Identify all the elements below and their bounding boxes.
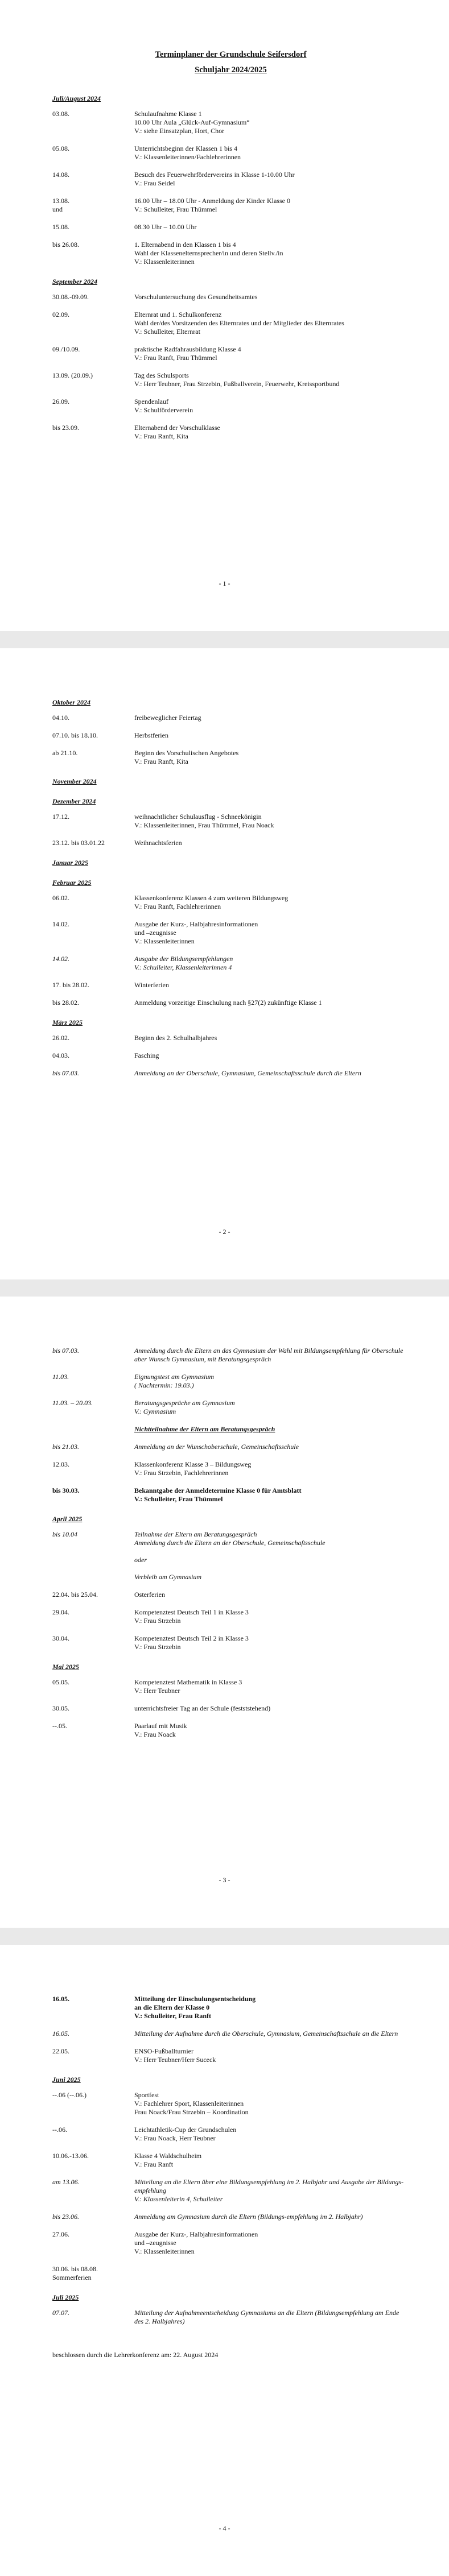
schedule-entry — [52, 110, 409, 135]
schedule-entry — [52, 1443, 409, 1451]
entry-date: 14.02. — [52, 920, 69, 928]
entry-date: 13.09. (20.09.) — [52, 371, 93, 379]
entry-text: Unterrichtsbeginn der Klassen 1 bis 4 V.: Klassenleiterinnen/Fachlehrerinnen — [134, 144, 241, 161]
schedule-entry — [52, 1460, 409, 1477]
entry-text: Ausgabe der Kurz-, Halbjahresinformationen und –zeugnisse V.: Klassenleiterinnen — [134, 920, 258, 945]
schedule-entry — [52, 955, 409, 972]
entry-text: Schulaufnahme Klasse 1 10.00 Uhr Aula „Glück-Auf-Gymnasium“ V.: siehe Einsatzplan, Hort, Chor — [134, 110, 250, 135]
entry-text: Mitteilung der Aufnahme durch die Oberschule, Gymnasium, Gemeinschaftsschule an die Eltern — [134, 2030, 398, 2037]
entry-text: Kompetenztest Mathematik in Klasse 3 V.: Herr Teubner — [134, 1678, 242, 1695]
entry-text: Spendenlauf V.: Schulförderverein — [134, 397, 193, 414]
entry-text: 16.00 Uhr – 18.00 Uhr - Anmeldung der Kinder Klasse 0 V.: Schulleiter, Frau Thümmel — [134, 197, 290, 213]
entry-text: Mitteilung an die Eltern über eine Bildungsempfehlung im 2. Halbjahr und Ausgabe der Bildungs-empfehlung V.: Klassenleiterin 4, Schulleiter — [134, 2178, 404, 2203]
month-heading: Januar 2025 — [52, 859, 89, 867]
entry-text: Ausgabe der Bildungsempfehlungen V.: Schulleiter, Klassenleiterinnen 4 — [134, 955, 233, 971]
month-section — [52, 1347, 409, 1504]
entry-date: 16.05. — [52, 2030, 69, 2037]
page-1 — [0, 0, 449, 631]
entry-date: 14.08. — [52, 171, 69, 179]
schedule-entry — [52, 1069, 409, 1078]
schedule-entry — [52, 2178, 409, 2204]
entry-date: 05.05. — [52, 1678, 69, 1686]
schedule-entry — [52, 397, 409, 415]
schedule-entry — [52, 171, 409, 188]
entry-text: Kompetenztest Deutsch Teil 2 in Klasse 3 V.: Frau Strzebin — [134, 1634, 249, 1651]
entry-date: --.06 (--.06.) — [52, 2091, 86, 2099]
schedule-entry — [52, 2152, 409, 2169]
schedule-entry — [52, 1530, 409, 1581]
entry-text: Anmeldung an der Oberschule, Gymnasium, Gemeinschaftsschule durch die Eltern — [134, 1069, 361, 1077]
entry-date: 09./10.09. — [52, 345, 80, 353]
entry-date: 27.06. — [52, 2230, 69, 2238]
entry-text: unterrichtsfreier Tag an der Schule (festststehend) — [134, 1704, 271, 1712]
entry-date: bis 30.03. — [52, 1486, 80, 1494]
month-section — [52, 1515, 409, 1651]
entry-text: Sportfest V.: Fachlehrer Sport, Klassenleiterinnen Frau Noack/Frau Strzebin – Koordination — [134, 2091, 249, 2116]
entry-text: Beginn des Vorschulischen Angebotes V.: Frau Ranft, Kita — [134, 749, 239, 765]
entry-date: 22.04. bis 25.04. — [52, 1591, 98, 1598]
entry-text: Nichtteilnahme der Eltern am Beratungsgespräch — [134, 1425, 275, 1433]
schedule-entry — [52, 1995, 409, 2020]
entry-text: Eignungstest am Gymnasium ( Nachtermin: 19.03.) — [134, 1373, 214, 1389]
schedule-entry — [52, 999, 409, 1007]
entry-date: 26.02. — [52, 1034, 69, 1042]
page-gap — [0, 631, 449, 648]
entry-date: 17.12. — [52, 813, 69, 821]
entry-text: 08.30 Uhr – 10.00 Uhr — [134, 223, 197, 231]
page-1-content — [52, 94, 409, 441]
month-heading: September 2024 — [52, 278, 97, 285]
entry-text: Anmeldung vorzeitige Einschulung nach §27(2) zukünftige Klasse 1 — [134, 999, 322, 1007]
schedule-entry — [52, 2091, 409, 2117]
entry-date: 15.08. — [52, 223, 69, 231]
schedule-entry — [52, 981, 409, 989]
entry-date: 23.12. bis 03.01.22 — [52, 839, 105, 847]
entry-date: 07.07. — [52, 2309, 69, 2317]
entry-text: ENSO-Fußballturnier V.: Herr Teubner/Herr Suceck — [134, 2047, 216, 2064]
month-section — [52, 94, 409, 266]
page-gap — [0, 1928, 449, 1945]
entry-date: 14.02. — [52, 955, 69, 963]
month-section — [52, 777, 409, 786]
month-heading: Juni 2025 — [52, 2076, 81, 2084]
schedule-entry — [52, 1634, 409, 1651]
page-4 — [0, 1945, 449, 2576]
entry-date: ab 21.10. — [52, 749, 78, 757]
page-gap — [0, 1279, 449, 1297]
schedule-entry — [52, 839, 409, 847]
schedule-entry — [52, 1704, 409, 1713]
entry-text: Mitteilung der Aufnahmeentscheidung Gymnasiums an die Eltern (Bildungsempfehlung am Ende des 2. Halbjahres) — [134, 2309, 399, 2325]
schedule-entry — [52, 2126, 409, 2143]
entry-date: am 13.06. — [52, 2178, 80, 2186]
entry-date — [52, 1425, 134, 1434]
schedule-entry — [52, 749, 409, 766]
schedule-entry — [52, 1347, 409, 1364]
entry-date: 26.09. — [52, 397, 69, 405]
entry-text: Anmeldung an der Wunschoberschule, Gemeinschaftsschule — [134, 1443, 299, 1451]
entry-text: Beratungsgespräche am Gymnasium V.: Gymnasium — [134, 1399, 235, 1415]
schedule-entry — [52, 1373, 409, 1390]
entry-text: Vorschuluntersuchung des Gesundheitsamtes — [134, 293, 258, 301]
entry-date: 12.03. — [52, 1460, 69, 1468]
schedule-entry — [52, 2213, 409, 2221]
month-section — [52, 278, 409, 441]
schedule-entry — [52, 1722, 409, 1739]
page-number: - 4 - — [219, 2524, 230, 2532]
schedule-entry — [52, 424, 409, 441]
entry-text: 1. Elternabend in den Klassen 1 bis 4 Wahl der Klassenelternsprecher/in und deren Stellv./in V.: Klassenleiterinnen — [134, 241, 283, 266]
month-section — [52, 1018, 409, 1078]
schedule-entry — [52, 1034, 409, 1042]
schedule-entry — [52, 241, 409, 266]
entry-date: 30.06. bis 08.08. Sommerferien — [52, 2265, 98, 2281]
schedule-entry — [52, 2265, 409, 2282]
page-4-content — [52, 1995, 409, 2326]
resolution-note: beschlossen durch die Lehrerkonferenz am: 22. August 2024 — [52, 2351, 219, 2359]
entry-text: Weihnachtsferien — [134, 839, 182, 847]
month-heading: Februar 2025 — [52, 879, 92, 887]
page-2-content — [52, 698, 409, 1078]
entry-text: Anmeldung durch die Eltern an das Gymnasium der Wahl mit Bildungsempfehlung für Oberschule aber Wunsch Gymnasium, mit Beratungsgespräch — [134, 1347, 403, 1363]
entry-date: bis 07.03. — [52, 1069, 80, 1077]
entry-text: Anmeldung am Gymnasium durch die Eltern (Bildungs-empfehlung im 2. Halbjahr) — [134, 2213, 363, 2221]
schedule-entry — [52, 920, 409, 946]
schedule-entry — [52, 345, 409, 362]
entry-date: 05.08. — [52, 144, 69, 152]
schedule-entry — [52, 1051, 409, 1060]
entry-date: 04.10. — [52, 714, 69, 722]
entry-date: bis 07.03. — [52, 1347, 80, 1355]
schedule-entry — [52, 1678, 409, 1695]
entry-date: bis 10.04 — [52, 1530, 78, 1538]
entry-date: 10.06.-13.06. — [52, 2152, 89, 2160]
entry-text: Klassenkonferenz Klassen 4 zum weiteren Bildungsweg V.: Frau Ranft, Fachlehrerinnen — [134, 894, 289, 910]
entry-date: 03.08. — [52, 110, 69, 118]
entry-date: 06.02. — [52, 894, 69, 902]
entry-date: 17. bis 28.02. — [52, 981, 90, 989]
page-2 — [0, 648, 449, 1279]
entry-date: 22.05. — [52, 2047, 69, 2055]
entry-date: 02.09. — [52, 310, 69, 318]
month-section — [52, 797, 409, 847]
entry-date: 11.03. – 20.03. — [52, 1399, 93, 1407]
schedule-entry — [52, 714, 409, 722]
schedule-entry — [52, 813, 409, 830]
schedule-entry — [52, 197, 409, 214]
entry-date: 30.05. — [52, 1704, 69, 1712]
month-heading: Juli 2025 — [52, 2293, 79, 2301]
page-3 — [0, 1297, 449, 1928]
entry-date: 30.08.-09.09. — [52, 293, 89, 301]
schedule-entry — [52, 371, 409, 388]
entry-date: bis 26.08. — [52, 241, 80, 249]
schedule-entry — [52, 1486, 409, 1504]
entry-text: Leichtathletik-Cup der Grundschulen V.: Frau Noack, Herr Teubner — [134, 2126, 237, 2142]
schedule-entry — [52, 310, 409, 336]
schedule-entry — [52, 2047, 409, 2064]
month-heading: April 2025 — [52, 1515, 83, 1523]
entry-text: Klasse 4 Waldschulheim V.: Frau Ranft — [134, 2152, 202, 2168]
schedule-entry — [52, 223, 409, 231]
entry-text: Klassenkonferenz Klasse 3 – Bildungsweg V.: Frau Strzebin, Fachlehrerinnen — [134, 1460, 252, 1477]
entry-date: 11.03. — [52, 1373, 69, 1381]
schedule-entry — [52, 2030, 409, 2038]
month-section — [52, 2076, 409, 2282]
entry-text: praktische Radfahrausbildung Klasse 4 V.: Frau Ranft, Frau Thümmel — [134, 345, 241, 362]
entry-text: Fasching — [134, 1051, 159, 1059]
entry-date: --.05. — [52, 1722, 67, 1730]
entry-text: freibeweglicher Feiertag — [134, 714, 201, 722]
entry-text: Elternrat und 1. Schulkonferenz Wahl der/des Vorsitzenden des Elternrates und der Mitglieder des Elternrates V.: Schulleiter, Elternrat — [134, 310, 344, 336]
entry-text: weihnachtlicher Schulausflug - Schneekönigin V.: Klassenleiterinnen, Frau Thümmel, Frau Noack — [134, 813, 274, 829]
entry-text: Beginn des 2. Schulhalbjahres — [134, 1034, 217, 1042]
entry-date: 16.05. — [52, 1995, 69, 2003]
month-heading: Mai 2025 — [52, 1663, 80, 1671]
entry-date: 29.04. — [52, 1608, 69, 1616]
month-heading: Oktober 2024 — [52, 698, 90, 706]
month-section — [52, 859, 409, 867]
entry-text: Kompetenztest Deutsch Teil 1 in Klasse 3 V.: Frau Strzebin — [134, 1608, 249, 1625]
entry-text: Herbstferien — [134, 731, 168, 739]
entry-date: 30.04. — [52, 1634, 69, 1642]
month-heading: November 2024 — [52, 777, 97, 785]
month-section — [52, 1995, 409, 2064]
month-heading: Juli/August 2024 — [52, 94, 101, 102]
entry-text: Osterferien — [134, 1591, 165, 1598]
entry-date: bis 23.06. — [52, 2213, 80, 2221]
schedule-entry — [52, 293, 409, 301]
schedule-entry — [52, 731, 409, 740]
schedule-entry — [52, 2230, 409, 2256]
entry-text: Ausgabe der Kurz-, Halbjahresinformationen und –zeugnisse V.: Klassenleiterinnen — [134, 2230, 258, 2255]
entry-text: Mitteilung der Einschulungsentscheidung an die Eltern der Klasse 0 V.: Schulleiter, Frau Ranft — [134, 1995, 256, 2020]
month-section — [52, 2293, 409, 2326]
entry-date: bis 21.03. — [52, 1443, 80, 1451]
page-3-content — [52, 1347, 409, 1739]
entry-date: 04.03. — [52, 1051, 69, 1059]
page-number: - 2 - — [219, 1228, 230, 1236]
entry-date: bis 23.09. — [52, 424, 80, 432]
entry-date: bis 28.02. — [52, 999, 80, 1007]
entry-text: Elternabend der Vorschulklasse V.: Frau Ranft, Kita — [134, 424, 220, 440]
schedule-entry — [52, 2309, 409, 2326]
entry-text: Bekanntgabe der Anmeldetermine Klasse 0 für Amtsblatt V.: Schulleiter, Frau Thümmel — [134, 1486, 302, 1503]
entry-text: Tag des Schulsports V.: Herr Teubner, Frau Strzebin, Fußballverein, Feuerwehr, Kreissportbund — [134, 371, 340, 388]
schedule-entry — [52, 1591, 409, 1599]
month-heading: Dezember 2024 — [52, 797, 96, 805]
entry-date: 13.08. und — [52, 197, 69, 213]
schedule-entry — [52, 1608, 409, 1625]
schedule-entry — [52, 1425, 409, 1434]
entry-text: Teilnahme der Eltern am Beratungsgespräch Anmeldung durch die Eltern an der Oberschule, Gemeinschaftsschule oder Verbleib am Gymnasium — [134, 1530, 326, 1581]
month-section — [52, 1663, 409, 1739]
page-number: - 1 - — [219, 579, 230, 587]
entry-text: Besuch des Feuerwehrfördervereins in Klasse 1-10.00 Uhr V.: Frau Seidel — [134, 171, 295, 187]
document-subtitle: Schuljahr 2024/2025 — [195, 65, 267, 74]
month-section — [52, 879, 409, 1007]
entry-date: --.06. — [52, 2126, 67, 2134]
schedule-entry — [52, 144, 409, 161]
entry-text — [134, 2265, 409, 2282]
schedule-entry — [52, 1399, 409, 1416]
entry-text: Paarlauf mit Musik V.: Frau Noack — [134, 1722, 187, 1738]
page-number: - 3 - — [219, 1876, 230, 1884]
month-section — [52, 698, 409, 766]
month-heading: März 2025 — [52, 1018, 83, 1026]
entry-date: 07.10. bis 18.10. — [52, 731, 98, 739]
document-title: Terminplaner der Grundschule Seifersdorf — [155, 50, 307, 59]
entry-text: Winterferien — [134, 981, 169, 989]
schedule-entry — [52, 894, 409, 911]
